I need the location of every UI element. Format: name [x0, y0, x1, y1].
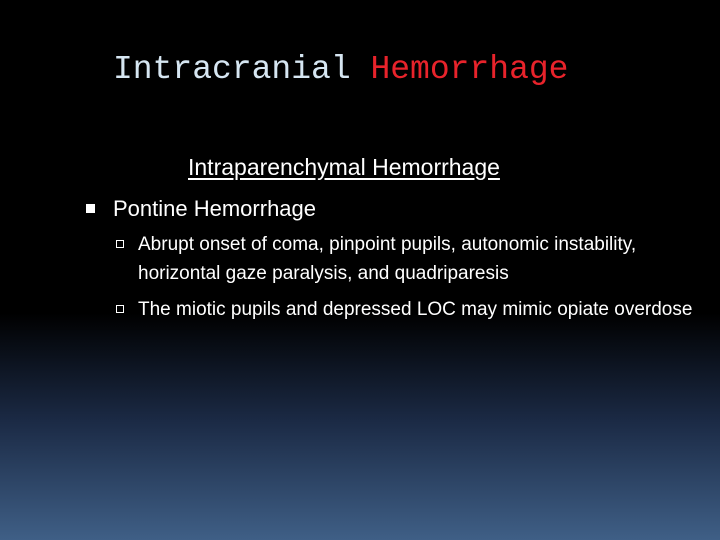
title-part-accent: Hemorrhage: [370, 51, 569, 88]
hollow-square-bullet-icon: [116, 305, 124, 313]
subbullet-text: Abrupt onset of coma, pinpoint pupils, autonomic instability, horizontal gaze paralysis, and quadriparesis: [138, 234, 637, 284]
bullet-text: Pontine Hemorrhage: [113, 196, 317, 221]
square-bullet-icon: [86, 204, 95, 213]
hollow-square-bullet-icon: [116, 240, 124, 248]
subbullet-text: The miotic pupils and depressed LOC may mimic opiate overdose: [138, 299, 693, 320]
slide-subtitle: Intraparenchymal Hemorrhage: [188, 154, 500, 180]
title-part-primary: Intracranial: [113, 51, 371, 88]
slide-title: [113, 50, 569, 90]
